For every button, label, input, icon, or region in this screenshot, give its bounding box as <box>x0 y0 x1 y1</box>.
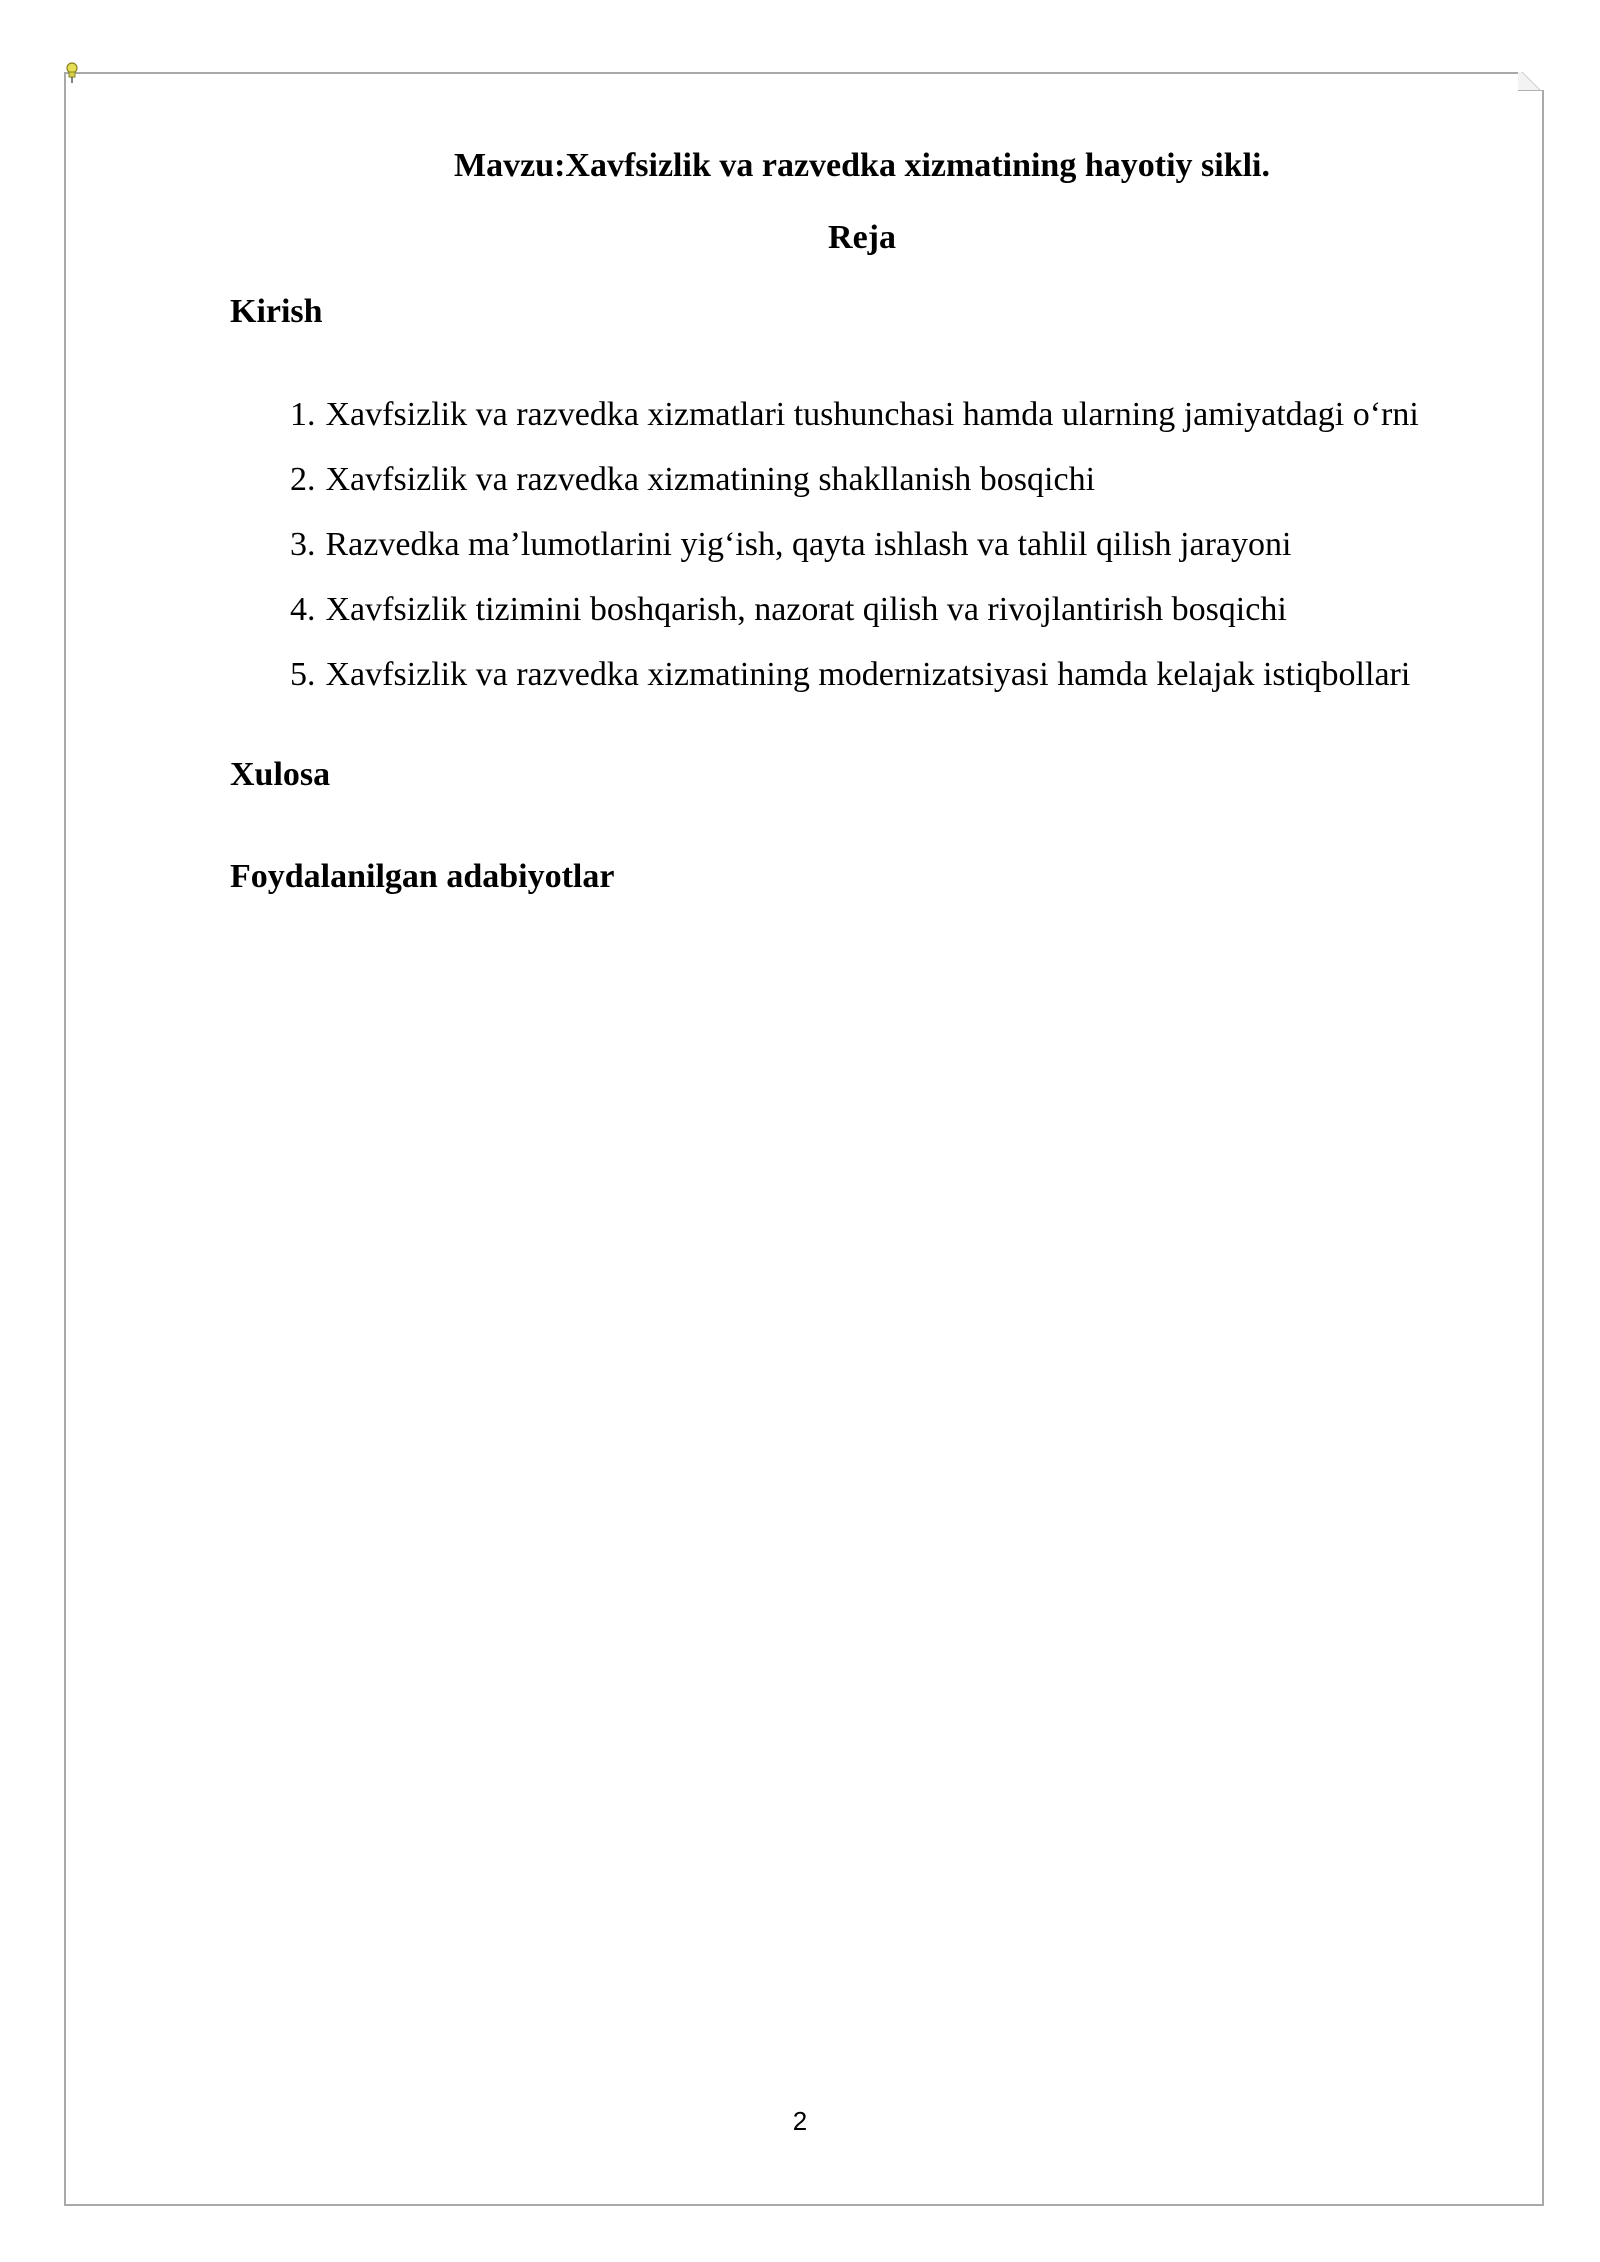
plan-item-text: Razvedka ma’lumotlarini yig‘ish, qayta ishlash va tahlil qilish jarayoni <box>325 526 1292 563</box>
plan-item-number: 3. <box>290 526 316 563</box>
plan-item <box>230 642 1494 707</box>
document-title: Mavzu:Xavfsizlik va razvedka xizmatining hayotiy sikli. <box>454 147 1270 184</box>
plan-item <box>230 512 1494 577</box>
plan-item-text: Xavfsizlik va razvedka xizmatining shakllanish bosqichi <box>325 461 1096 498</box>
plan-item-text: Xavfsizlik va razvedka xizmatining modernizatsiyasi hamda kelajak istiqbollari <box>325 656 1411 693</box>
plan-item-text: Xavfsizlik va razvedka xizmatlari tushunchasi hamda ularning jamiyatdagi o‘rni <box>325 396 1419 433</box>
plan-heading: Reja <box>828 219 896 256</box>
references-heading: Foydalanilgan adabiyotlar <box>230 858 615 895</box>
plan-item-number: 2. <box>290 461 316 498</box>
plan-item-number: 5. <box>290 656 316 693</box>
document-body <box>230 120 1494 907</box>
conclusion-heading: Xulosa <box>230 756 331 793</box>
plan-item <box>230 577 1494 642</box>
intro-heading: Kirish <box>230 293 323 330</box>
plan-item-text: Xavfsizlik tizimini boshqarish, nazorat qilish va rivojlantirish bosqichi <box>325 591 1287 628</box>
pin-icon <box>65 62 79 84</box>
plan-item-number: 4. <box>290 591 316 628</box>
plan-item <box>230 382 1494 447</box>
plan-list <box>230 382 1494 707</box>
plan-item <box>230 447 1494 512</box>
page-number: 2 <box>792 2106 808 2136</box>
plan-item-number: 1. <box>290 396 316 433</box>
